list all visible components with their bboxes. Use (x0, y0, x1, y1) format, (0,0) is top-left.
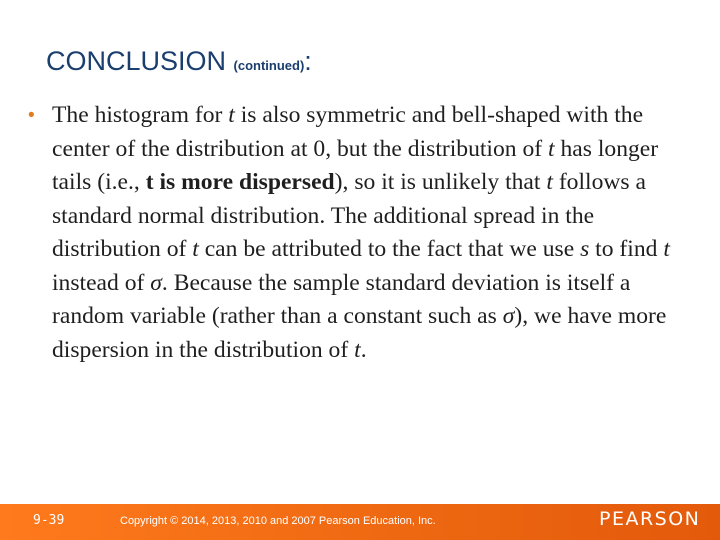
slide-title (46, 46, 312, 77)
text-segment: is also symmetric and bell-shaped with the center of the distribution at 0, but the distribution of (52, 102, 644, 162)
variable-t: t (663, 236, 670, 262)
variable-sigma: σ (502, 303, 515, 329)
variable-s: s (580, 236, 590, 262)
emphasis-text: t is more dispersed (145, 169, 335, 195)
page-number: 9-39 (33, 513, 65, 528)
footer-bar (0, 504, 720, 540)
pearson-logo: PEARSON (599, 508, 701, 530)
slide-title-continued: (continued) (233, 58, 305, 73)
text-segment: instead of (52, 269, 151, 296)
text-segment: The histogram for (52, 102, 229, 128)
variable-t: t (228, 102, 235, 128)
bullet-item (28, 99, 678, 367)
variable-t: t (354, 336, 361, 363)
text-segment: has longer tails (i.e., (52, 135, 659, 195)
text-segment: ), so it is unlikely that (334, 169, 547, 195)
variable-t: t (548, 135, 555, 162)
text-segment: can be attributed to the fact that we use (198, 236, 581, 262)
variable-t: t (546, 169, 553, 195)
text-segment: . Because the sample standard deviation is itself a random variable (rather than a constant such as (52, 269, 631, 329)
variable-t: t (192, 236, 199, 262)
bullet-text (52, 99, 678, 367)
text-segment: follows a standard normal distribution. The additional spread in the distribution of (52, 169, 646, 262)
text-segment: to find (589, 236, 664, 262)
text-segment: ), we have more dispersion in the distribution of (52, 303, 667, 363)
bullet-marker: • (28, 105, 35, 126)
slide-title-main: CONCLUSION (46, 46, 234, 76)
variable-sigma: σ (150, 269, 162, 296)
copyright-notice: Copyright © 2014, 2013, 2010 and 2007 Pearson Education, Inc. (120, 515, 436, 527)
text-segment: . (360, 336, 367, 363)
slide-title-colon: : (304, 46, 312, 76)
